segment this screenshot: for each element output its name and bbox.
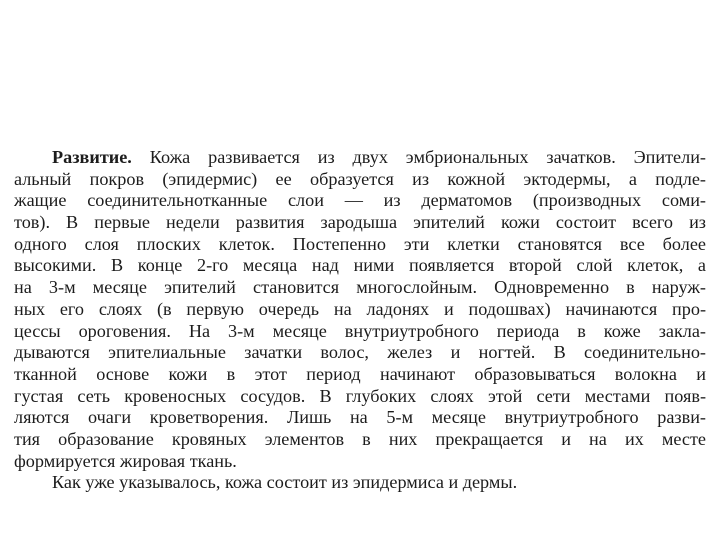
- text-line: Кожа развивается из двух эмбриональных зачатков. Эпители-: [131, 147, 706, 167]
- document-text: [14, 147, 706, 494]
- text-line: тия образование кровяных элементов в них прекращается и на их месте: [14, 428, 706, 449]
- text-line: жащие соединительнотканные слои — из дерматомов (производных соми-: [14, 190, 706, 211]
- text-line: одного слоя плоских клеток. Постепенно эти клетки становятся все более: [14, 233, 706, 254]
- text-line: дываются эпителиальные зачатки волос, желез и ногтей. В соединительно-: [14, 342, 706, 363]
- text-line: на 3-м месяце эпителий становится многослойным. Одновременно в наруж-: [14, 277, 706, 298]
- paragraph-2: Как уже указывалось, кожа состоит из эпидермиса и дермы.: [52, 472, 518, 493]
- text-line: формируется жировая ткань.: [14, 450, 237, 471]
- text-line: густая сеть кровеносных сосудов. В глубоких слоях этой сети местами появ-: [14, 385, 706, 406]
- text-line: ных его слоях (в первую очередь на ладонях и подошвах) начинаются про-: [14, 298, 706, 319]
- section-heading: Развитие.: [52, 147, 132, 167]
- text-line: цессы ороговения. На 3-м месяце внутриутробного периода в коже закла-: [14, 320, 706, 341]
- text-line: высокими. В конце 2-го месяца над ними появляется второй слой клеток, а: [14, 255, 706, 276]
- text-line: альный покров (эпидермис) ее образуется из кожной эктодермы, а подле-: [14, 168, 706, 189]
- text-line: тов). В первые недели развития зародыша эпителий кожи состоит всего из: [14, 212, 706, 233]
- text-line: тканной основе кожи в этот период начинают образовываться волокна и: [14, 363, 706, 384]
- paragraph-1-line-1: [14, 147, 706, 169]
- text-line: ляются очаги кроветворения. Лишь на 5-м месяце внутриутробного разви-: [14, 407, 706, 428]
